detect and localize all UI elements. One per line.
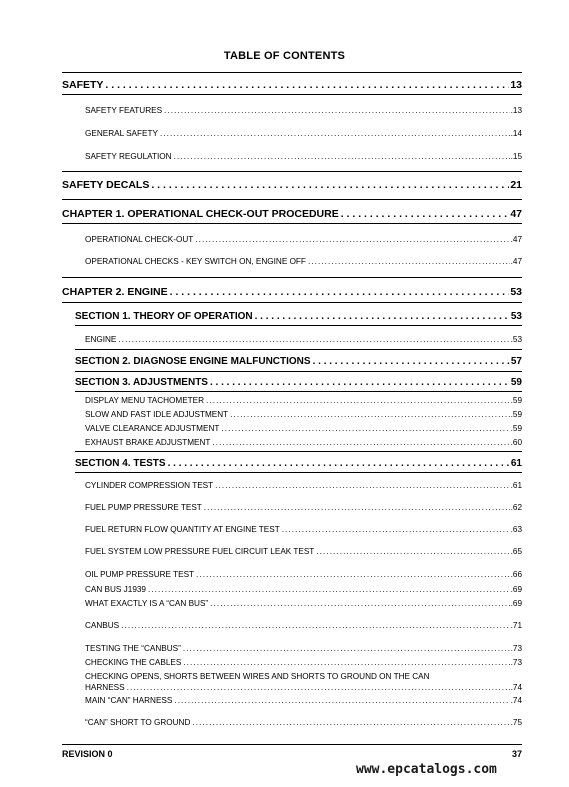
toc-page: .14 (510, 129, 522, 138)
dot-leader (196, 570, 510, 579)
toc-page: .59 (510, 424, 522, 433)
toc-entry[interactable] (85, 599, 522, 608)
toc-page: 61 (510, 458, 522, 469)
toc-entry[interactable] (85, 424, 522, 433)
divider (62, 199, 522, 200)
toc-entry-section-1[interactable] (75, 311, 522, 322)
divider (62, 302, 522, 303)
dot-leader (230, 410, 509, 419)
dot-leader (341, 208, 510, 220)
divider (62, 171, 522, 172)
dot-leader (206, 396, 510, 405)
toc-entry[interactable] (85, 671, 522, 693)
toc-page: .69 (510, 599, 522, 608)
dot-leader (148, 585, 510, 594)
dot-leader (174, 696, 509, 705)
footer-divider (62, 744, 522, 745)
toc-label: FUEL RETURN FLOW QUANTITY AT ENGINE TEST (85, 525, 280, 534)
dot-leader (168, 458, 510, 469)
revision-label: REVISION 0 (62, 749, 113, 759)
toc-page: 53 (510, 286, 522, 298)
dot-leader (151, 179, 509, 191)
toc-entry[interactable] (85, 106, 522, 115)
toc-label: SECTION 1. THEORY OF OPERATION (75, 311, 253, 322)
toc-label: SECTION 2. DIAGNOSE ENGINE MALFUNCTIONS (75, 356, 311, 367)
toc-label: FUEL SYSTEM LOW PRESSURE FUEL CIRCUIT LEAK TEST (85, 547, 315, 556)
toc-entry[interactable] (85, 410, 522, 419)
toc-page: .15 (510, 152, 522, 161)
toc-entry[interactable] (85, 585, 522, 594)
toc-page: .63 (510, 525, 522, 534)
toc-page: .13 (510, 106, 522, 115)
toc-label: CANBUS (85, 621, 120, 630)
toc-entry[interactable] (85, 644, 522, 653)
toc-page: .74 (510, 696, 522, 705)
toc-entry[interactable] (85, 129, 522, 138)
toc-entry-section-2[interactable] (75, 356, 522, 367)
toc-page: .59 (510, 410, 522, 419)
watermark: www.epcatalogs.com (356, 762, 497, 777)
toc-label: “CAN” SHORT TO GROUND (85, 718, 191, 727)
toc-page: .73 (510, 644, 522, 653)
dot-leader (195, 235, 509, 244)
dot-leader (170, 286, 510, 298)
dot-leader (183, 644, 510, 653)
toc-label: OIL PUMP PRESSURE TEST (85, 570, 195, 579)
toc-entry[interactable] (85, 257, 522, 266)
dot-leader (255, 311, 510, 322)
dot-leader (212, 438, 509, 447)
toc-entry[interactable] (85, 547, 522, 556)
toc-entry[interactable] (85, 152, 522, 161)
dot-leader (316, 547, 509, 556)
dot-leader (210, 599, 509, 608)
toc-label: CHECKING THE CABLES (85, 658, 182, 667)
toc-label: SECTION 4. TESTS (75, 458, 166, 469)
toc-label: DISPLAY MENU TACHOMETER (85, 396, 205, 405)
dot-leader (118, 335, 509, 344)
toc-entry[interactable] (85, 621, 522, 630)
toc-entry[interactable] (85, 335, 522, 344)
dot-leader (308, 257, 510, 266)
toc-label: SAFETY DECALS (62, 179, 150, 191)
toc-entry[interactable] (85, 438, 522, 447)
dot-leader (221, 424, 509, 433)
toc-label: SAFETY (62, 79, 104, 91)
toc-label: FUEL PUMP PRESSURE TEST (85, 503, 202, 512)
toc-entry[interactable] (85, 718, 522, 727)
toc-entry[interactable] (85, 696, 522, 705)
divider (75, 371, 522, 372)
page-number: 37 (511, 749, 522, 759)
toc-page: 21 (510, 179, 522, 191)
toc-entry-section-4[interactable] (75, 458, 522, 469)
toc-entry[interactable] (85, 481, 522, 490)
dot-leader (204, 503, 510, 512)
divider (75, 391, 522, 392)
divider (75, 451, 522, 452)
toc-page: .65 (510, 547, 522, 556)
toc-entry[interactable] (85, 658, 522, 667)
dot-leader (160, 129, 510, 138)
toc-entry[interactable] (85, 235, 522, 244)
toc-page: .71 (510, 621, 522, 630)
dot-leader (192, 718, 509, 727)
toc-page: 53 (510, 311, 522, 322)
toc-label: CHAPTER 1. OPERATIONAL CHECK-OUT PROCEDURE (62, 208, 339, 220)
toc-label: WHAT EXACTLY IS A “CAN BUS” (85, 599, 209, 608)
toc-page: .62 (510, 503, 522, 512)
toc-page: 59 (510, 377, 522, 388)
toc-entry-safety-decals[interactable] (62, 179, 522, 191)
toc-page: .69 (510, 585, 522, 594)
toc-page: 13 (510, 79, 522, 91)
toc-label: MAIN “CAN” HARNESS (85, 696, 173, 705)
toc-label: OPERATIONAL CHECKS - KEY SWITCH ON, ENGINE OFF (85, 257, 306, 266)
divider (62, 277, 522, 278)
toc-page: .47 (510, 257, 522, 266)
dot-leader (210, 377, 510, 388)
divider (75, 349, 522, 350)
toc-page: .61 (510, 481, 522, 490)
toc-page: .53 (510, 335, 522, 344)
divider (62, 94, 522, 95)
toc-page: .75 (510, 718, 522, 727)
toc-page: .73 (510, 658, 522, 667)
dot-leader (105, 79, 509, 91)
toc-entry-safety[interactable] (62, 79, 522, 91)
dot-leader (183, 658, 509, 667)
page-title: TABLE OF CONTENTS (223, 50, 346, 62)
dot-leader (215, 481, 509, 490)
dot-leader (121, 621, 509, 630)
toc-entry[interactable] (85, 570, 522, 579)
toc-page: 47 (510, 208, 522, 220)
divider (62, 223, 522, 224)
dot-leader (313, 356, 510, 367)
toc-entry-chapter-2[interactable] (62, 286, 522, 298)
toc-label: CHECKING OPENS, SHORTS BETWEEN WIRES AND SHORTS TO GROUND ON THE CAN (85, 672, 430, 681)
toc-page: .66 (510, 570, 522, 579)
toc-label: CAN BUS J1939 (85, 585, 146, 594)
toc-label: TESTING THE “CANBUS” (85, 644, 181, 653)
dot-leader (164, 106, 510, 115)
toc-label: CYLINDER COMPRESSION TEST (85, 481, 214, 490)
toc-label: SLOW AND FAST IDLE ADJUSTMENT (85, 410, 229, 419)
toc-entry-continuation (85, 682, 522, 693)
toc-label: SECTION 3. ADJUSTMENTS (75, 377, 208, 388)
divider (62, 72, 522, 73)
toc-label: OPERATIONAL CHECK-OUT (85, 235, 194, 244)
toc-label: EXHAUST BRAKE ADJUSTMENT (85, 438, 211, 447)
dot-leader (127, 682, 511, 693)
divider (75, 472, 522, 473)
toc-label: SAFETY REGULATION (85, 152, 172, 161)
toc-label: HARNESS (85, 683, 125, 692)
toc-entry-chapter-1[interactable] (62, 208, 522, 220)
toc-entry[interactable] (85, 396, 522, 405)
toc-page: .60 (510, 438, 522, 447)
toc-label: VALVE CLEARANCE ADJUSTMENT (85, 424, 220, 433)
toc-entry[interactable] (85, 503, 522, 512)
toc-entry-section-3[interactable] (75, 377, 522, 388)
toc-label: SAFETY FEATURES (85, 106, 163, 115)
divider (75, 325, 522, 326)
toc-page: .59 (510, 396, 522, 405)
toc-entry[interactable] (85, 525, 522, 534)
toc-page: 57 (510, 356, 522, 367)
dot-leader (174, 152, 510, 161)
dot-leader (282, 525, 510, 534)
toc-label: ENGINE (85, 335, 117, 344)
toc-label: GENERAL SAFETY (85, 129, 158, 138)
toc-label: CHAPTER 2. ENGINE (62, 286, 168, 298)
toc-page: .47 (510, 235, 522, 244)
toc-page: .74 (510, 683, 522, 692)
